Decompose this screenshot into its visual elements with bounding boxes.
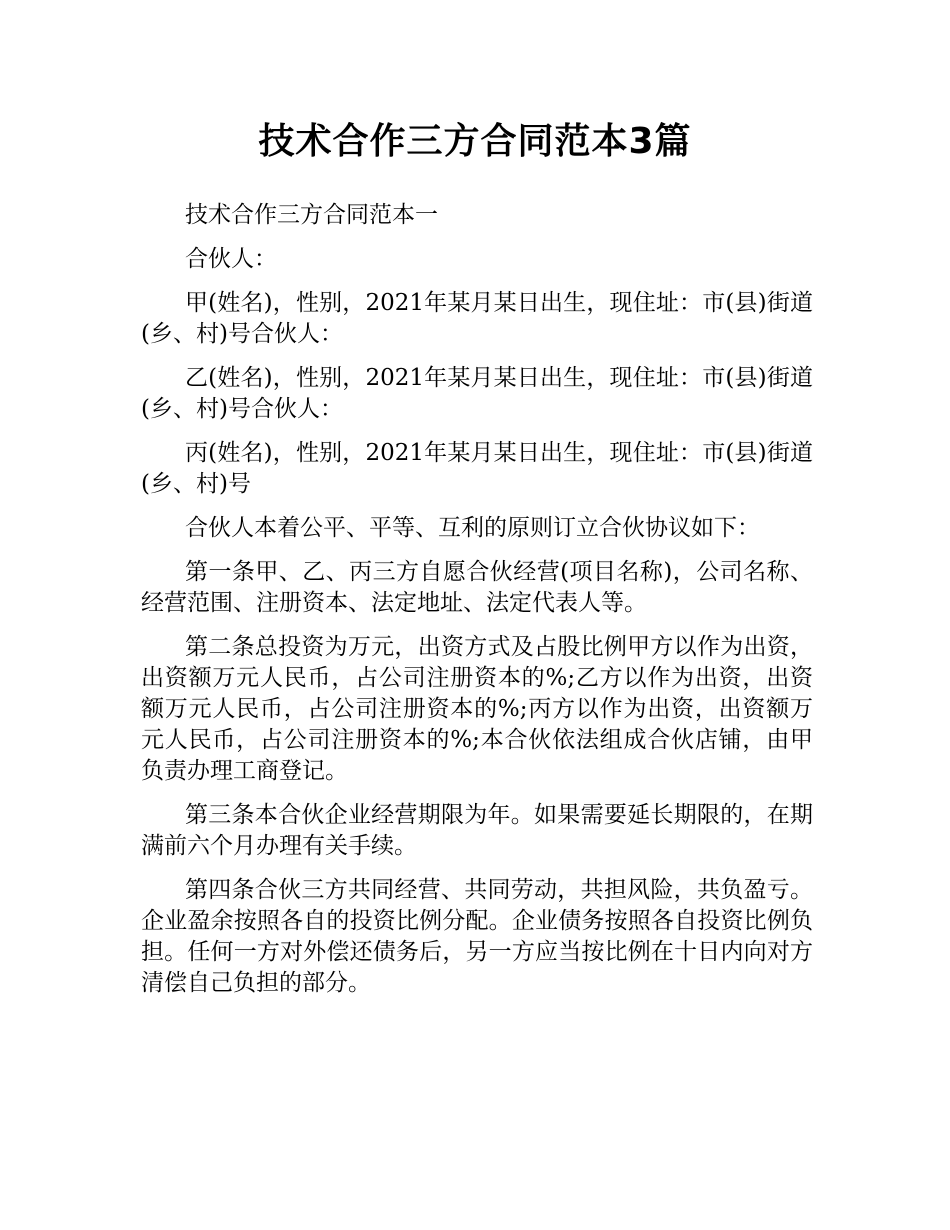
- paragraph-article-2: 第二条总投资为万元，出资方式及占股比例甲方以作为出资，出资额万元人民币，占公司注册资本的%;乙方以作为出资，出资额万元人民币，占公司注册资本的%;丙方以作为出资，出资额万元人民币，占公司注册资本的%;本合伙依法组成合伙店铺，由甲负责办理工商登记。: [141, 634, 813, 784]
- paragraph-partners-label: 合伙人：: [185, 246, 277, 272]
- paragraph-article-4: 第四条合伙三方共同经营、共同劳动，共担风险，共负盈亏。企业盈余按照各自的投资比例分配。企业债务按照各自投资比例负担。任何一方对外偿还债务后，另一方应当按比例在十日内向对方清偿自己负担的部分。: [141, 877, 813, 996]
- paragraph-party-a: 甲(姓名)，性别，2021年某月某日出生，现住址：市(县)街道(乡、村)号合伙人：: [141, 290, 813, 347]
- document-title: 技术合作三方合同范本3篇: [258, 121, 692, 162]
- section-heading: 技术合作三方合同范本一: [185, 202, 438, 228]
- document-body: [141, 200, 813, 1012]
- paragraph-party-c: 丙(姓名)，性别，2021年某月某日出生，现住址：市(县)街道(乡、村)号: [141, 440, 813, 497]
- paragraph-article-1: 第一条甲、乙、丙三方自愿合伙经营(项目名称)，公司名称、经营范围、注册资本、法定地址、法定代表人等。: [141, 559, 813, 616]
- paragraph-party-b: 乙(姓名)，性别，2021年某月某日出生，现住址：市(县)街道(乡、村)号合伙人：: [141, 365, 813, 422]
- paragraph-preamble: 合伙人本着公平、平等、互利的原则订立合伙协议如下：: [185, 515, 760, 541]
- paragraph-article-3: 第三条本合伙企业经营期限为年。如果需要延长期限的，在期满前六个月办理有关手续。: [141, 802, 813, 859]
